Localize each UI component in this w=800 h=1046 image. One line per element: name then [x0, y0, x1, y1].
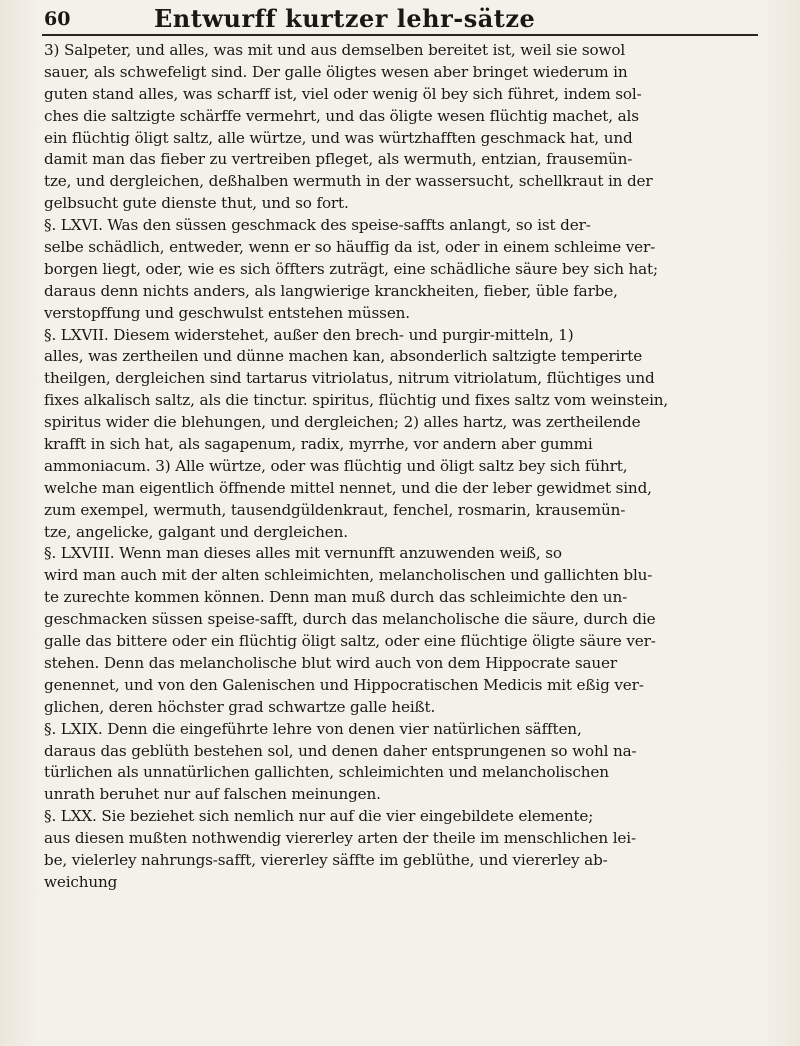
text-line: krafft in sich hat, als sagapenum, radix, myrrhe, vor andern aber gummi: [44, 435, 593, 454]
text-line: alles, was zertheilen und dünne machen kan, absonderlich saltzigte temperirte: [44, 347, 643, 366]
text-line: türlichen als unnatürlichen gallichten, schleimichten und melancholischen: [44, 763, 609, 782]
text-line: §. LXVIII. Wenn man dieses alles mit vernunfft anzuwenden weiß, so: [44, 544, 562, 563]
text-line: verstopffung und geschwulst entstehen müssen.: [44, 303, 410, 322]
catchword: [44, 916, 762, 938]
text-line: weichung: [44, 872, 118, 891]
page-number: 60: [44, 8, 71, 30]
text-line: geschmacken süssen speise-safft, durch das melancholische die säure, durch die: [44, 610, 656, 629]
page-header: [44, 2, 764, 36]
text-line: guten stand alles, was scharff ist, viel oder wenig öl bey sich führet, indem sol-: [44, 84, 642, 103]
text-line: §. LXVII. Diesem widerstehet, außer den brech- und purgir-mitteln, 1): [44, 325, 574, 344]
text-line: te zurechte kommen können. Denn man muß durch das schleimichte den un-: [44, 588, 628, 607]
text-line: daraus das geblüth bestehen sol, und denen daher entsprungenen so wohl na-: [44, 741, 637, 760]
text-line: wird man auch mit der alten schleimichten, melancholischen und gallichten blu-: [44, 566, 653, 585]
text-line: borgen liegt, oder, wie es sich öffters zuträgt, eine schädliche säure bey sich hat;: [44, 259, 658, 278]
body-text: [44, 40, 762, 938]
text-line: §. LXIX. Denn die eingeführte lehre von denen vier natürlichen säfften,: [44, 719, 582, 738]
text-line: ammoniacum. 3) Alle würtze, oder was flüchtig und öligt saltz bey sich führt,: [44, 456, 628, 475]
text-line: unrath beruhet nur auf falschen meinungen.: [44, 785, 381, 804]
text-line: §. LXX. Sie beziehet sich nemlich nur auf die vier eingebildete elemente;: [44, 807, 594, 826]
text-line: ein flüchtig öligt saltz, alle würtze, und was würtzhafften geschmack hat, und: [44, 128, 633, 147]
text-line: damit man das fieber zu vertreiben pfleget, als wermuth, entzian, frausemün-: [44, 150, 633, 169]
header-rule: [42, 34, 758, 36]
text-line: welche man eigentlich öffnende mittel nennet, und die der leber gewidmet sind,: [44, 478, 652, 497]
running-head: Entwurff kurtzer lehr-sätze: [154, 4, 536, 33]
text-line: 3) Salpeter, und alles, was mit und aus demselben bereitet ist, weil sie sowol: [44, 41, 626, 59]
text-line: aus diesen mußten nothwendig viererley arten der theile im menschlichen lei-: [44, 829, 636, 848]
text-line: §. LXVI. Was den süssen geschmack des speise-saffts anlangt, so ist der-: [44, 216, 591, 235]
text-line: zum exempel, wermuth, tausendgüldenkraut, fenchel, rosmarin, krausemün-: [44, 500, 626, 519]
text-line: sauer, als schwefeligt sind. Der galle öligtes wesen aber bringet wiederum in: [44, 62, 628, 81]
text-line: glichen, deren höchster grad schwartze galle heißt.: [44, 697, 436, 716]
text-line: stehen. Denn das melancholische blut wird auch von dem Hippocrate sauer: [44, 653, 618, 672]
text-line: gelbsucht gute dienste thut, und so fort.: [44, 194, 349, 213]
text-line: fixes alkalisch saltz, als die tinctur. spiritus, flüchtig und fixes saltz vom weinstein,: [44, 391, 669, 410]
text-line: be, vielerley nahrungs-safft, viererley säffte im geblüthe, und viererley ab-: [44, 850, 608, 869]
text-line: [44, 894, 762, 916]
text-line: ches die saltzigte schärffe vermehrt, und das öligte wesen flüchtig machet, als: [44, 106, 639, 125]
text-line: selbe schädlich, entweder, wenn er so häuffig da ist, oder in einem schleime ver-: [44, 238, 656, 257]
text-line: tze, und dergleichen, deßhalben wermuth in der wassersucht, schellkraut in der: [44, 172, 653, 191]
text-line: theilgen, dergleichen sind tartarus vitriolatus, nitrum vitriolatum, flüchtiges und: [44, 369, 655, 388]
text-line: genennet, und von den Galenischen und Hippocratischen Medicis mit eßig ver-: [44, 675, 644, 694]
text-line: daraus denn nichts anders, als langwierige kranckheiten, fieber, üble farbe,: [44, 281, 618, 300]
text-line: spiritus wider die blehungen, und dergleichen; 2) alles hartz, was zertheilende: [44, 413, 641, 432]
text-line: galle das bittere oder ein flüchtig öligt saltz, oder eine flüchtige öligte säure ver-: [44, 632, 656, 651]
text-line: tze, angelicke, galgant und dergleichen.: [44, 522, 348, 541]
